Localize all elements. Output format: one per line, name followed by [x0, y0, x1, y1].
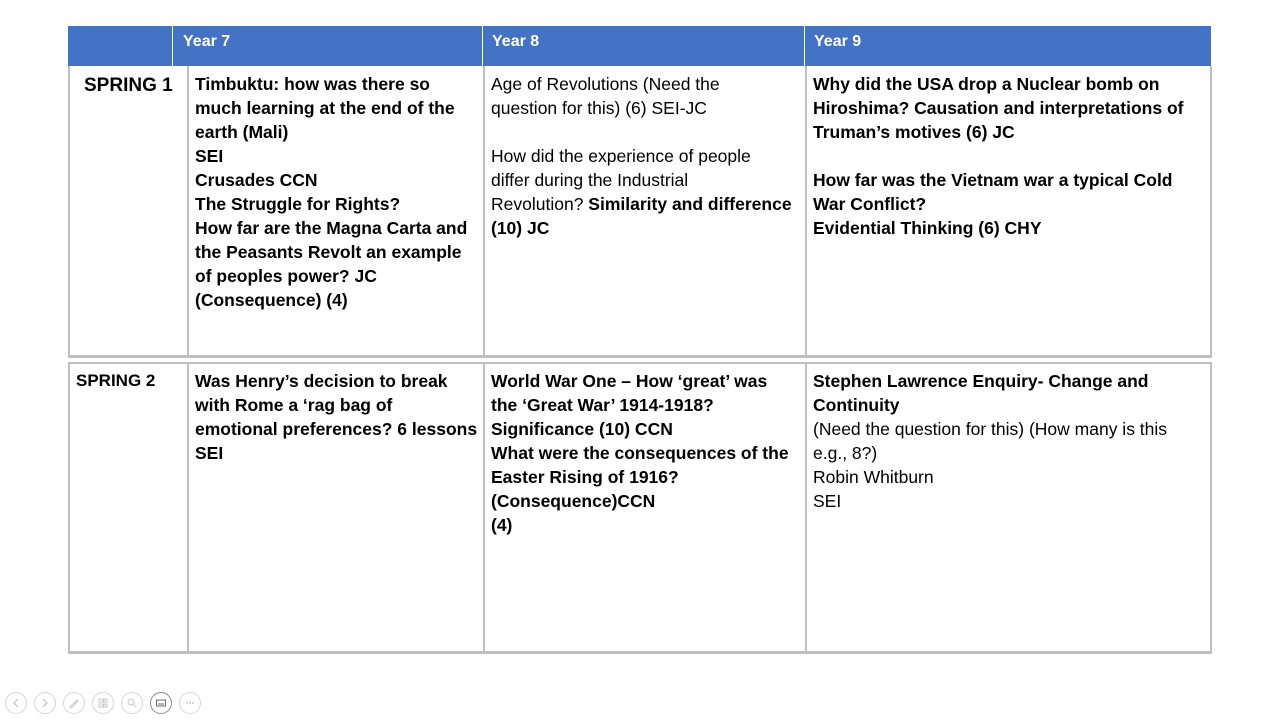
cell-line: The Struggle for Rights?: [195, 194, 401, 214]
cell-line: Truman’s motives (6) JC: [813, 122, 1015, 142]
header-year-9: Year 9: [814, 33, 862, 50]
paragraph-gap: [491, 120, 803, 144]
cell-line: Evidential Thinking (6) CHY: [813, 218, 1042, 238]
column-divider: [805, 66, 807, 355]
cell-line: Continuity: [813, 395, 900, 415]
cell-line: the Peasants Revolt an example: [195, 242, 462, 262]
cell-line-mixed: [491, 192, 803, 216]
year-9-cell: [813, 72, 1211, 240]
cell-line: earth (Mali): [195, 122, 289, 142]
cell-line: Significance (10) CCN: [491, 419, 673, 439]
paragraph-gap: [813, 144, 1211, 168]
cell-line: (10) JC: [491, 218, 550, 238]
year-7-cell: [195, 369, 481, 465]
cell-line: SEI: [195, 146, 224, 166]
year-8-cell: [491, 369, 803, 537]
cell-line: Robin Whitburn: [813, 467, 934, 487]
cell-line: Easter Rising of 1916?: [491, 467, 679, 487]
year-7-cell: [195, 72, 481, 312]
cell-line: question for this) (6) SEI-JC: [491, 98, 707, 118]
cell-line: the ‘Great War’ 1914-1918?: [491, 395, 714, 415]
cell-line: How far are the Magna Carta and: [195, 218, 468, 238]
cell-line: World War One – How ‘great’ was: [491, 371, 768, 391]
cell-line: differ during the Industrial: [491, 170, 689, 190]
cell-line: What were the consequences of the: [491, 443, 789, 463]
cell-line: SEI: [195, 443, 224, 463]
cell-text-bold: Similarity and difference: [588, 194, 792, 214]
cell-line: Crusades CCN: [195, 170, 318, 190]
cell-line: (4): [491, 515, 513, 535]
column-divider: [483, 364, 485, 651]
cell-line: SEI: [813, 491, 842, 511]
cell-line: (Consequence) (4): [195, 290, 348, 310]
header-year-8: Year 8: [492, 33, 540, 50]
previous-icon[interactable]: [5, 692, 27, 714]
pen-icon[interactable]: [63, 692, 85, 714]
season-label: SPRING 2: [76, 371, 156, 390]
cell-line: Timbuktu: how was there so: [195, 74, 430, 94]
more-icon[interactable]: [179, 692, 201, 714]
year-8-cell: [491, 72, 803, 240]
cell-line: How did the experience of people: [491, 146, 751, 166]
cell-line: How far was the Vietnam war a typical Cold: [813, 170, 1173, 190]
column-divider: [805, 364, 807, 651]
slideshow-toolbar: [5, 692, 201, 716]
cell-text: Revolution?: [491, 194, 589, 214]
cell-line: of peoples power? JC: [195, 266, 377, 286]
cell-line: (Need the question for this) (How many is this: [813, 419, 1168, 439]
cell-line: emotional preferences? 6 lessons: [195, 419, 478, 439]
table-row-spring-2: [68, 362, 1212, 654]
header-blank: [68, 26, 173, 66]
column-divider: [187, 364, 189, 651]
cell-line: much learning at the end of the: [195, 98, 455, 118]
next-icon[interactable]: [34, 692, 56, 714]
cell-line: Why did the USA drop a Nuclear bomb on: [813, 74, 1160, 94]
column-divider: [187, 66, 189, 355]
cell-line: (Consequence)CCN: [491, 491, 656, 511]
cell-line: with Rome a ‘rag bag of: [195, 395, 393, 415]
cell-line: Was Henry’s decision to break: [195, 371, 448, 391]
subtitles-icon[interactable]: [150, 692, 172, 714]
table-header: [68, 26, 1211, 66]
cell-line: Age of Revolutions (Need the: [491, 74, 720, 94]
cell-line: Hiroshima? Causation and interpretations of: [813, 98, 1184, 118]
table-row-spring-1: [68, 66, 1212, 358]
cell-line: e.g., 8?): [813, 443, 878, 463]
zoom-icon[interactable]: [121, 692, 143, 714]
cell-line: War Conflict?: [813, 194, 927, 214]
year-9-cell: [813, 369, 1211, 513]
header-year-7: Year 7: [183, 33, 231, 50]
season-label: SPRING 1: [84, 75, 173, 96]
cell-line: Stephen Lawrence Enquiry- Change and: [813, 371, 1149, 391]
column-divider: [483, 66, 485, 355]
slides-icon[interactable]: [92, 692, 114, 714]
